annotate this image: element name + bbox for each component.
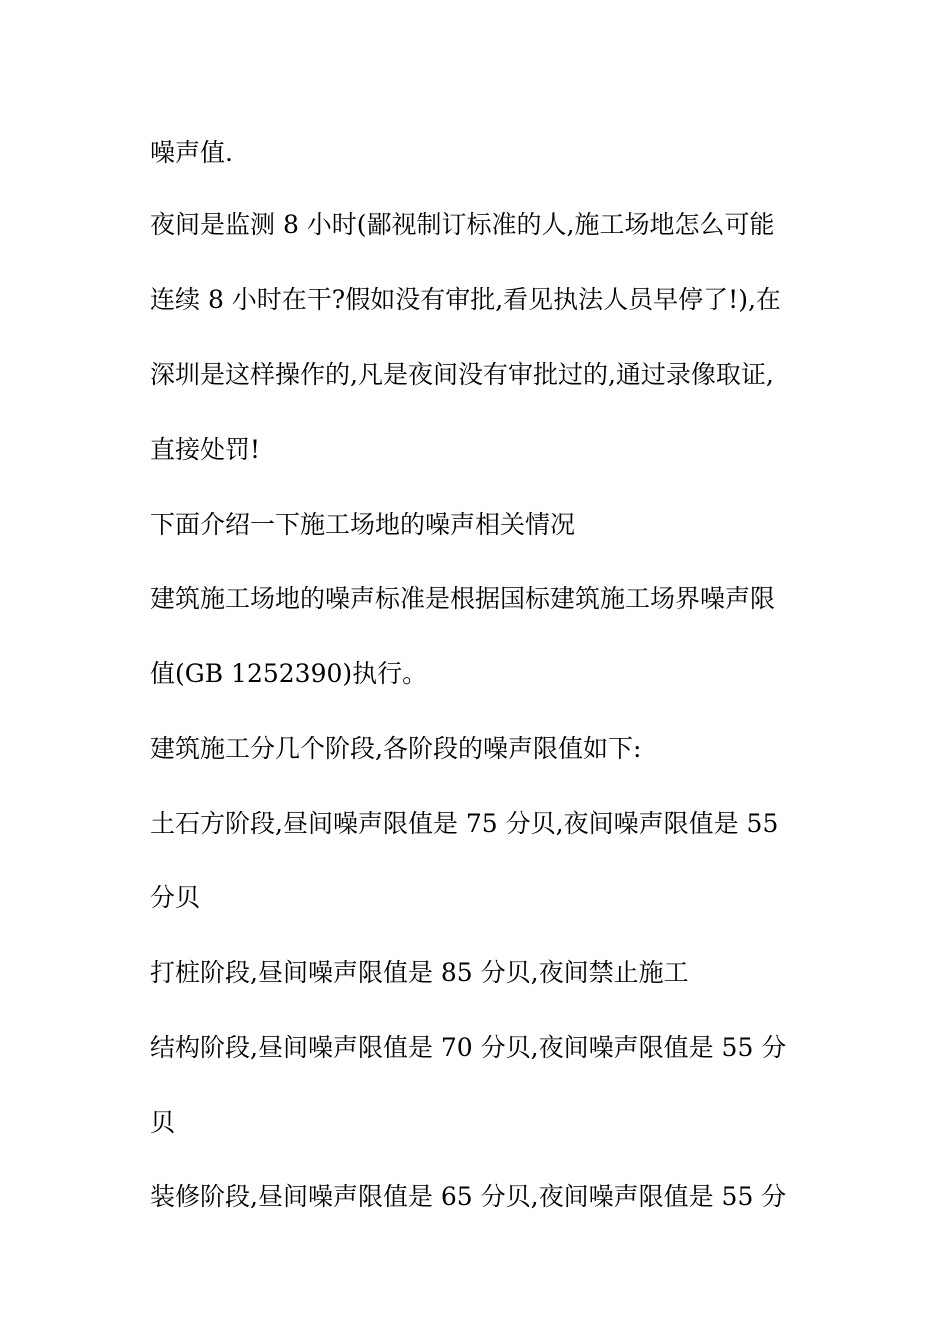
text-line: 值(GB 1252390)执行。	[150, 659, 428, 688]
text-line: 装修阶段,昼间噪声限值是 65 分贝,夜间噪声限值是 55 分	[150, 1182, 787, 1211]
text-line: 建筑施工场地的噪声标准是根据国标建筑施工场界噪声限	[150, 584, 776, 613]
text-line: 建筑施工分几个阶段,各阶段的噪声限值如下:	[150, 734, 642, 763]
text-line: 下面介绍一下施工场地的噪声相关情况	[150, 510, 576, 539]
text-line: 分贝	[150, 883, 201, 912]
text-line: 打桩阶段,昼间噪声限值是 85 分贝,夜间禁止施工	[150, 958, 689, 987]
text-line: 连续 8 小时在干?假如没有审批,看见执法人员早停了!),在	[150, 285, 781, 314]
text-line: 噪声值.	[150, 138, 233, 167]
text-line: 深圳是这样操作的,凡是夜间没有审批过的,通过录像取证,	[150, 360, 774, 389]
text-line: 土石方阶段,昼间噪声限值是 75 分贝,夜间噪声限值是 55	[150, 809, 779, 838]
text-line: 结构阶段,昼间噪声限值是 70 分贝,夜间噪声限值是 55 分	[150, 1033, 787, 1062]
text-line: 夜间是监测 8 小时(鄙视制订标准的人,施工场地怎么可能	[150, 210, 775, 239]
text-line: 直接处罚!	[150, 435, 261, 464]
text-line: 贝	[150, 1108, 176, 1137]
